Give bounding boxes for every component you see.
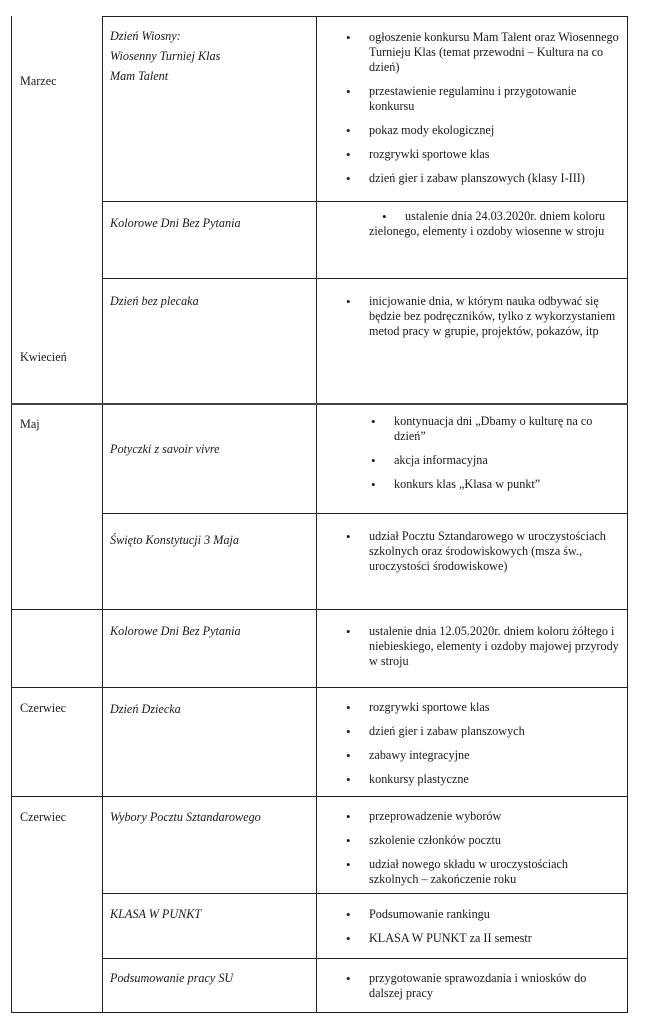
- event-klasa-w-punkt: KLASA W PUNKT: [110, 907, 202, 921]
- table-border-left: [11, 16, 12, 1013]
- event-kolorowe-dni: Kolorowe Dni Bez Pytania: [110, 624, 241, 638]
- month-label-maj: Maj: [20, 417, 40, 431]
- activity-list: [369, 809, 619, 896]
- table-border-right: [627, 16, 628, 1013]
- list-item: • KLASA W PUNKT za II semestr: [369, 931, 619, 946]
- event-podsumowanie-su: Podsumowanie pracy SU: [110, 971, 234, 985]
- row-separator: [102, 958, 628, 959]
- activity-list: [369, 30, 619, 195]
- event-wybory-pocztu: Wybory Pocztu Sztandarowego: [110, 810, 261, 824]
- month-label-czerwiec: Czerwiec: [20, 810, 67, 824]
- row-separator: [102, 513, 628, 514]
- event-dzien-wiosny: [110, 26, 220, 86]
- event-line: Wiosenny Turniej Klas: [110, 49, 221, 63]
- event-swieto-konstytucji: Święto Konstytucji 3 Maja: [110, 533, 239, 547]
- list-item: • kontynuacja dni „Dbamy o kulturę na co dzień”: [394, 414, 614, 444]
- list-item: • udział nowego składu w uroczystościach szkolnych – zakończenie roku: [369, 857, 619, 887]
- list-item: • rozgrywki sportowe klas: [369, 147, 619, 162]
- list-item: • ogłoszenie konkursu Mam Talent oraz Wiosennego Turnieju Klas (temat przewodni – Kultura na co dzień): [369, 30, 619, 75]
- list-item: • przygotowanie sprawozdania i wniosków do dalszej pracy: [369, 971, 619, 1001]
- activity-list: [369, 971, 619, 1010]
- activity-list: [369, 700, 619, 796]
- row-separator: [11, 609, 628, 610]
- row-separator: [102, 201, 628, 202]
- event-potyczki: Potyczki z savoir vivre: [110, 442, 220, 456]
- table-border-bottom: [11, 1012, 628, 1013]
- activity-list: [369, 209, 619, 248]
- list-item: • udział Pocztu Sztandarowego w uroczystościach szkolnych oraz środowiskowych (msza św., uroczystości środowiskowe): [369, 529, 619, 574]
- activity-list: [369, 294, 619, 348]
- month-label-marzec: Marzec: [20, 74, 57, 88]
- event-kolorowe-dni: Kolorowe Dni Bez Pytania: [110, 216, 241, 230]
- list-item: • dzień gier i zabaw planszowych: [369, 724, 619, 739]
- list-item: • dzień gier i zabaw planszowych (klasy I-III): [369, 171, 619, 186]
- list-item: • ustalenie dnia 24.03.2020r. dniem koloru zielonego, elementy i ozdoby wiosenne w stroju: [369, 209, 619, 239]
- row-separator: [11, 687, 628, 688]
- row-separator: [102, 278, 628, 279]
- list-item: • konkursy plastyczne: [369, 772, 619, 787]
- list-item: • pokaz mody ekologicznej: [369, 123, 619, 138]
- column-separator-event: [316, 16, 317, 1013]
- column-separator-month: [102, 16, 103, 1013]
- event-line: Dzień Wiosny:: [110, 29, 181, 43]
- activity-list: [369, 529, 619, 583]
- list-item: • Podsumowanie rankingu: [369, 907, 619, 922]
- list-item: • przeprowadzenie wyborów: [369, 809, 619, 824]
- list-item: • przestawienie regulaminu i przygotowanie konkursu: [369, 84, 619, 114]
- row-separator-month: [11, 403, 628, 405]
- activity-list: [369, 624, 619, 678]
- activity-list: [394, 414, 614, 501]
- list-item: • ustalenie dnia 12.05.2020r. dniem koloru żółtego i niebieskiego, elementy i ozdoby majowej przyrody w stroju: [369, 624, 619, 669]
- list-item: • szkolenie członków pocztu: [369, 833, 619, 848]
- list-item: • inicjowanie dnia, w którym nauka odbywać się będzie bez podręczników, tylko z wykorzystaniem metod pracy w grupie, projektów, pokazów, itp: [369, 294, 619, 339]
- table-border-top: [102, 16, 628, 17]
- list-item: • akcja informacyjna: [394, 453, 614, 468]
- event-dzien-bez-plecaka: Dzień bez plecaka: [110, 294, 199, 308]
- month-label-kwiecien: Kwiecień: [20, 350, 67, 364]
- list-item: • rozgrywki sportowe klas: [369, 700, 619, 715]
- month-label-czerwiec: Czerwiec: [20, 701, 67, 715]
- activity-list: [369, 907, 619, 955]
- event-dzien-dziecka: Dzień Dziecka: [110, 702, 181, 716]
- row-separator: [11, 796, 628, 797]
- event-line: Mam Talent: [110, 69, 169, 83]
- list-item: • zabawy integracyjne: [369, 748, 619, 763]
- list-item: • konkurs klas „Klasa w punkt”: [394, 477, 614, 492]
